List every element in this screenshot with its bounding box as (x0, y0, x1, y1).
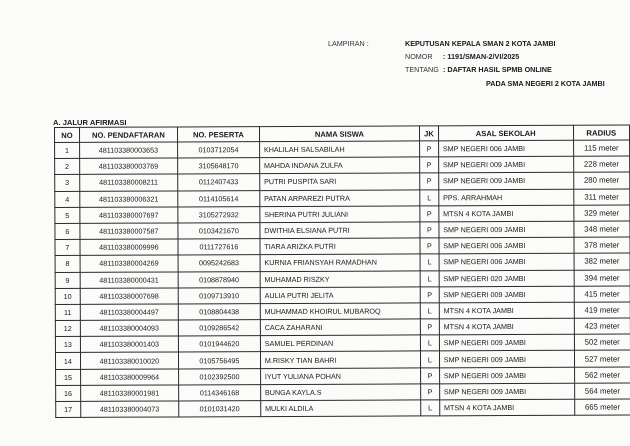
cell-asal-sekolah: PPS. ARRAHMAH (439, 189, 574, 206)
cell-no: 17 (56, 401, 81, 417)
cell-nama-siswa: PATAN ARPAREZI PUTRA (260, 189, 420, 206)
cell-no-peserta: 3105272932 (178, 206, 260, 223)
cell-no-pendaftaran: 481103380006321 (80, 191, 178, 208)
cell-no-pendaftaran: 481103380000431 (80, 271, 178, 288)
cell-nama-siswa: TIARA ARIZKA PUTRI (260, 238, 420, 255)
cell-no-peserta: 3105648170 (178, 158, 260, 175)
cell-nama-siswa: AULIA PUTRI JELITA (260, 287, 420, 304)
tentang-label: TENTANG (405, 65, 439, 75)
cell-nama-siswa: MUHAMMAD KHOIRUL MUBAROQ (260, 303, 420, 320)
cell-no-pendaftaran: 481103380004497 (80, 304, 178, 321)
cell-no: 10 (55, 288, 80, 304)
cell-jk: L (421, 351, 440, 367)
cell-no-peserta: 0114105614 (178, 190, 260, 207)
cell-no-peserta: 0108804438 (178, 303, 260, 320)
nomor-row (405, 50, 605, 63)
cell-radius: 348 meter (573, 221, 630, 237)
col-header-nama-siswa: NAMA SISWA (259, 126, 419, 142)
cell-no: 8 (55, 256, 80, 272)
cell-nama-siswa: M.RISKY TIAN BAHRI (260, 351, 420, 368)
cell-no-peserta: 0112407433 (178, 174, 260, 191)
cell-nama-siswa: MULKI ALDILA (261, 400, 421, 417)
cell-no-pendaftaran: 481103380003653 (79, 142, 177, 159)
cell-jk: P (420, 141, 439, 157)
cell-nama-siswa: IYUT YULIANA POHAN (260, 368, 420, 385)
cell-nama-siswa: CACA ZAHARANI (260, 319, 420, 336)
cell-nama-siswa: BUNGA KAYLA.S (260, 384, 420, 401)
lampiran-label: LAMPIRAN : (328, 39, 369, 48)
cell-no-pendaftaran: 481103380008211 (79, 174, 177, 191)
tentang-value-2: PADA SMA NEGERI 2 KOTA JAMBI (486, 78, 605, 88)
cell-jk: P (420, 287, 439, 303)
cell-no: 14 (55, 353, 80, 369)
cell-no-peserta: 0111727616 (178, 239, 260, 256)
section-title: A. JALUR AFIRMASI (53, 118, 127, 127)
cell-asal-sekolah: SMP NEGERI 009 JAMBI (439, 383, 574, 400)
tentang-value: : DAFTAR HASIL SPMB ONLINE (443, 65, 552, 75)
cell-radius: 423 meter (574, 318, 630, 334)
cell-no-peserta: 0105756495 (178, 352, 260, 369)
cell-no-pendaftaran: 481103380009964 (80, 369, 178, 386)
document-header (328, 37, 605, 90)
cell-asal-sekolah: SMP NEGERI 009 JAMBI (439, 351, 574, 368)
results-table (54, 124, 630, 418)
cell-radius: 564 meter (574, 383, 630, 399)
cell-no: 9 (55, 272, 80, 288)
cell-no: 5 (55, 207, 80, 223)
cell-jk: P (420, 319, 439, 335)
cell-no: 6 (55, 223, 80, 239)
cell-no: 15 (56, 369, 81, 385)
cell-asal-sekolah: MTSN 4 KOTA JAMBI (439, 302, 574, 319)
cell-nama-siswa: PUTRI PUSPITA SARI (260, 173, 420, 190)
cell-no-peserta: 0109713910 (178, 287, 260, 304)
cell-no-pendaftaran: 481103380010020 (80, 352, 178, 369)
cell-radius: 394 meter (574, 269, 630, 285)
nomor-value: : 1191/SMAN-2/VI/2025 (443, 52, 520, 62)
col-header-no-peserta: NO. PESERTA (177, 127, 259, 142)
cell-jk: P (420, 222, 439, 238)
cell-no-pendaftaran: 481103380004269 (80, 255, 178, 272)
cell-no-pendaftaran: 481103380001981 (80, 385, 178, 402)
cell-asal-sekolah: SMP NEGERI 009 JAMBI (438, 173, 573, 190)
cell-asal-sekolah: SMP NEGERI 009 JAMBI (438, 156, 573, 173)
cell-asal-sekolah: SMP NEGERI 009 JAMBI (439, 221, 574, 238)
cell-jk: L (420, 270, 439, 286)
cell-asal-sekolah: MTSN 4 KOTA JAMBI (439, 205, 574, 222)
cell-no: 3 (55, 175, 80, 191)
col-header-jk: JK (420, 126, 439, 141)
nomor-label: NOMOR (405, 52, 433, 62)
table-row (56, 399, 630, 418)
cell-radius: 419 meter (574, 302, 630, 318)
cell-radius: 665 meter (574, 399, 630, 415)
cell-jk: L (420, 303, 439, 319)
col-header-radius: RADIUS (573, 125, 630, 140)
cell-no-peserta: 0108878940 (178, 271, 260, 288)
cell-no: 7 (55, 240, 80, 256)
cell-asal-sekolah: MTSN 4 KOTA JAMBI (439, 318, 574, 335)
cell-jk: P (420, 157, 439, 173)
col-header-asal-sekolah: ASAL SEKOLAH (438, 125, 573, 141)
cell-asal-sekolah: SMP NEGERI 009 JAMBI (439, 334, 574, 351)
cell-asal-sekolah: SMP NEGERI 020 JAMBI (439, 270, 574, 287)
cell-jk: P (420, 173, 439, 189)
cell-nama-siswa: MAHDA INDANA ZULFA (259, 157, 419, 174)
cell-radius: 502 meter (574, 334, 630, 350)
cell-no-pendaftaran: 481103380007587 (80, 223, 178, 240)
cell-asal-sekolah: SMP NEGERI 009 JAMBI (439, 286, 574, 303)
cell-jk: L (421, 400, 440, 416)
cell-jk: P (420, 206, 439, 222)
cell-no-pendaftaran: 481103380004093 (80, 320, 178, 337)
cell-nama-siswa: DWITHIA ELSIANA PUTRI (260, 222, 420, 239)
cell-no-pendaftaran: 481103380009996 (80, 239, 178, 256)
lampiran-row (328, 37, 605, 50)
cell-radius: 329 meter (573, 205, 630, 221)
cell-no: 16 (56, 385, 81, 401)
cell-radius: 280 meter (573, 172, 630, 188)
cell-jk: L (420, 335, 439, 351)
cell-no: 2 (55, 159, 80, 175)
cell-radius: 527 meter (574, 350, 630, 366)
cell-no-pendaftaran: 481103380007697 (80, 207, 178, 224)
cell-no-peserta: 0101944620 (178, 336, 260, 353)
table-body (55, 140, 630, 418)
cell-no-pendaftaran: 481103380004073 (80, 401, 178, 418)
cell-asal-sekolah: SMP NEGERI 006 JAMBI (438, 140, 573, 157)
cell-no-peserta: 0102392500 (178, 368, 260, 385)
cell-no-pendaftaran: 481103380003769 (79, 158, 177, 175)
cell-radius: 382 meter (574, 253, 630, 269)
cell-radius: 562 meter (574, 367, 630, 383)
col-header-no-pendaftaran: NO. PENDAFTARAN (79, 127, 177, 142)
cell-asal-sekolah: MTSN 4 KOTA JAMBI (439, 399, 574, 416)
cell-no: 11 (55, 304, 80, 320)
cell-asal-sekolah: SMP NEGERI 006 JAMBI (439, 237, 574, 254)
tentang-row-2 (328, 77, 605, 90)
cell-asal-sekolah: SMP NEGERI 006 JAMBI (439, 254, 574, 271)
cell-no-peserta: 0114346168 (179, 384, 261, 401)
cell-radius: 415 meter (574, 286, 630, 302)
cell-asal-sekolah: SMP NEGERI 009 JAMBI (439, 367, 574, 384)
cell-jk: P (421, 367, 440, 383)
cell-radius: 228 meter (573, 156, 630, 172)
cell-no-peserta: 0101031420 (179, 401, 261, 418)
cell-no: 1 (55, 142, 80, 158)
cell-nama-siswa: SHERINA PUTRI JULIANI (260, 206, 420, 223)
cell-jk: L (420, 254, 439, 270)
cell-no-peserta: 0109286542 (178, 320, 260, 337)
cell-no: 12 (55, 320, 80, 336)
tentang-row (405, 63, 605, 76)
cell-jk: P (421, 384, 440, 400)
cell-radius: 311 meter (573, 189, 630, 205)
cell-no: 13 (55, 337, 80, 353)
cell-no-peserta: 0095242683 (178, 255, 260, 272)
cell-jk: L (420, 189, 439, 205)
cell-nama-siswa: MUHAMAD RISZKY (260, 270, 420, 287)
cell-no-peserta: 0103421670 (178, 223, 260, 240)
decree-title: KEPUTUSAN KEPALA SMAN 2 KOTA JAMBI (405, 39, 556, 48)
cell-radius: 115 meter (573, 140, 630, 156)
cell-radius: 378 meter (574, 237, 630, 253)
col-header-no: NO (55, 127, 80, 142)
cell-nama-siswa: KHALILAH SALSABILAH (259, 141, 419, 158)
cell-no: 4 (55, 191, 80, 207)
cell-no-pendaftaran: 481103380007698 (80, 288, 178, 305)
cell-jk: P (420, 238, 439, 254)
cell-no-peserta: 0103712054 (178, 142, 260, 159)
cell-nama-siswa: KURNIA FRIANSYAH RAMADHAN (260, 254, 420, 271)
cell-no-pendaftaran: 481103380001403 (80, 336, 178, 353)
cell-nama-siswa: SAMUEL PERDINAN (260, 335, 420, 352)
